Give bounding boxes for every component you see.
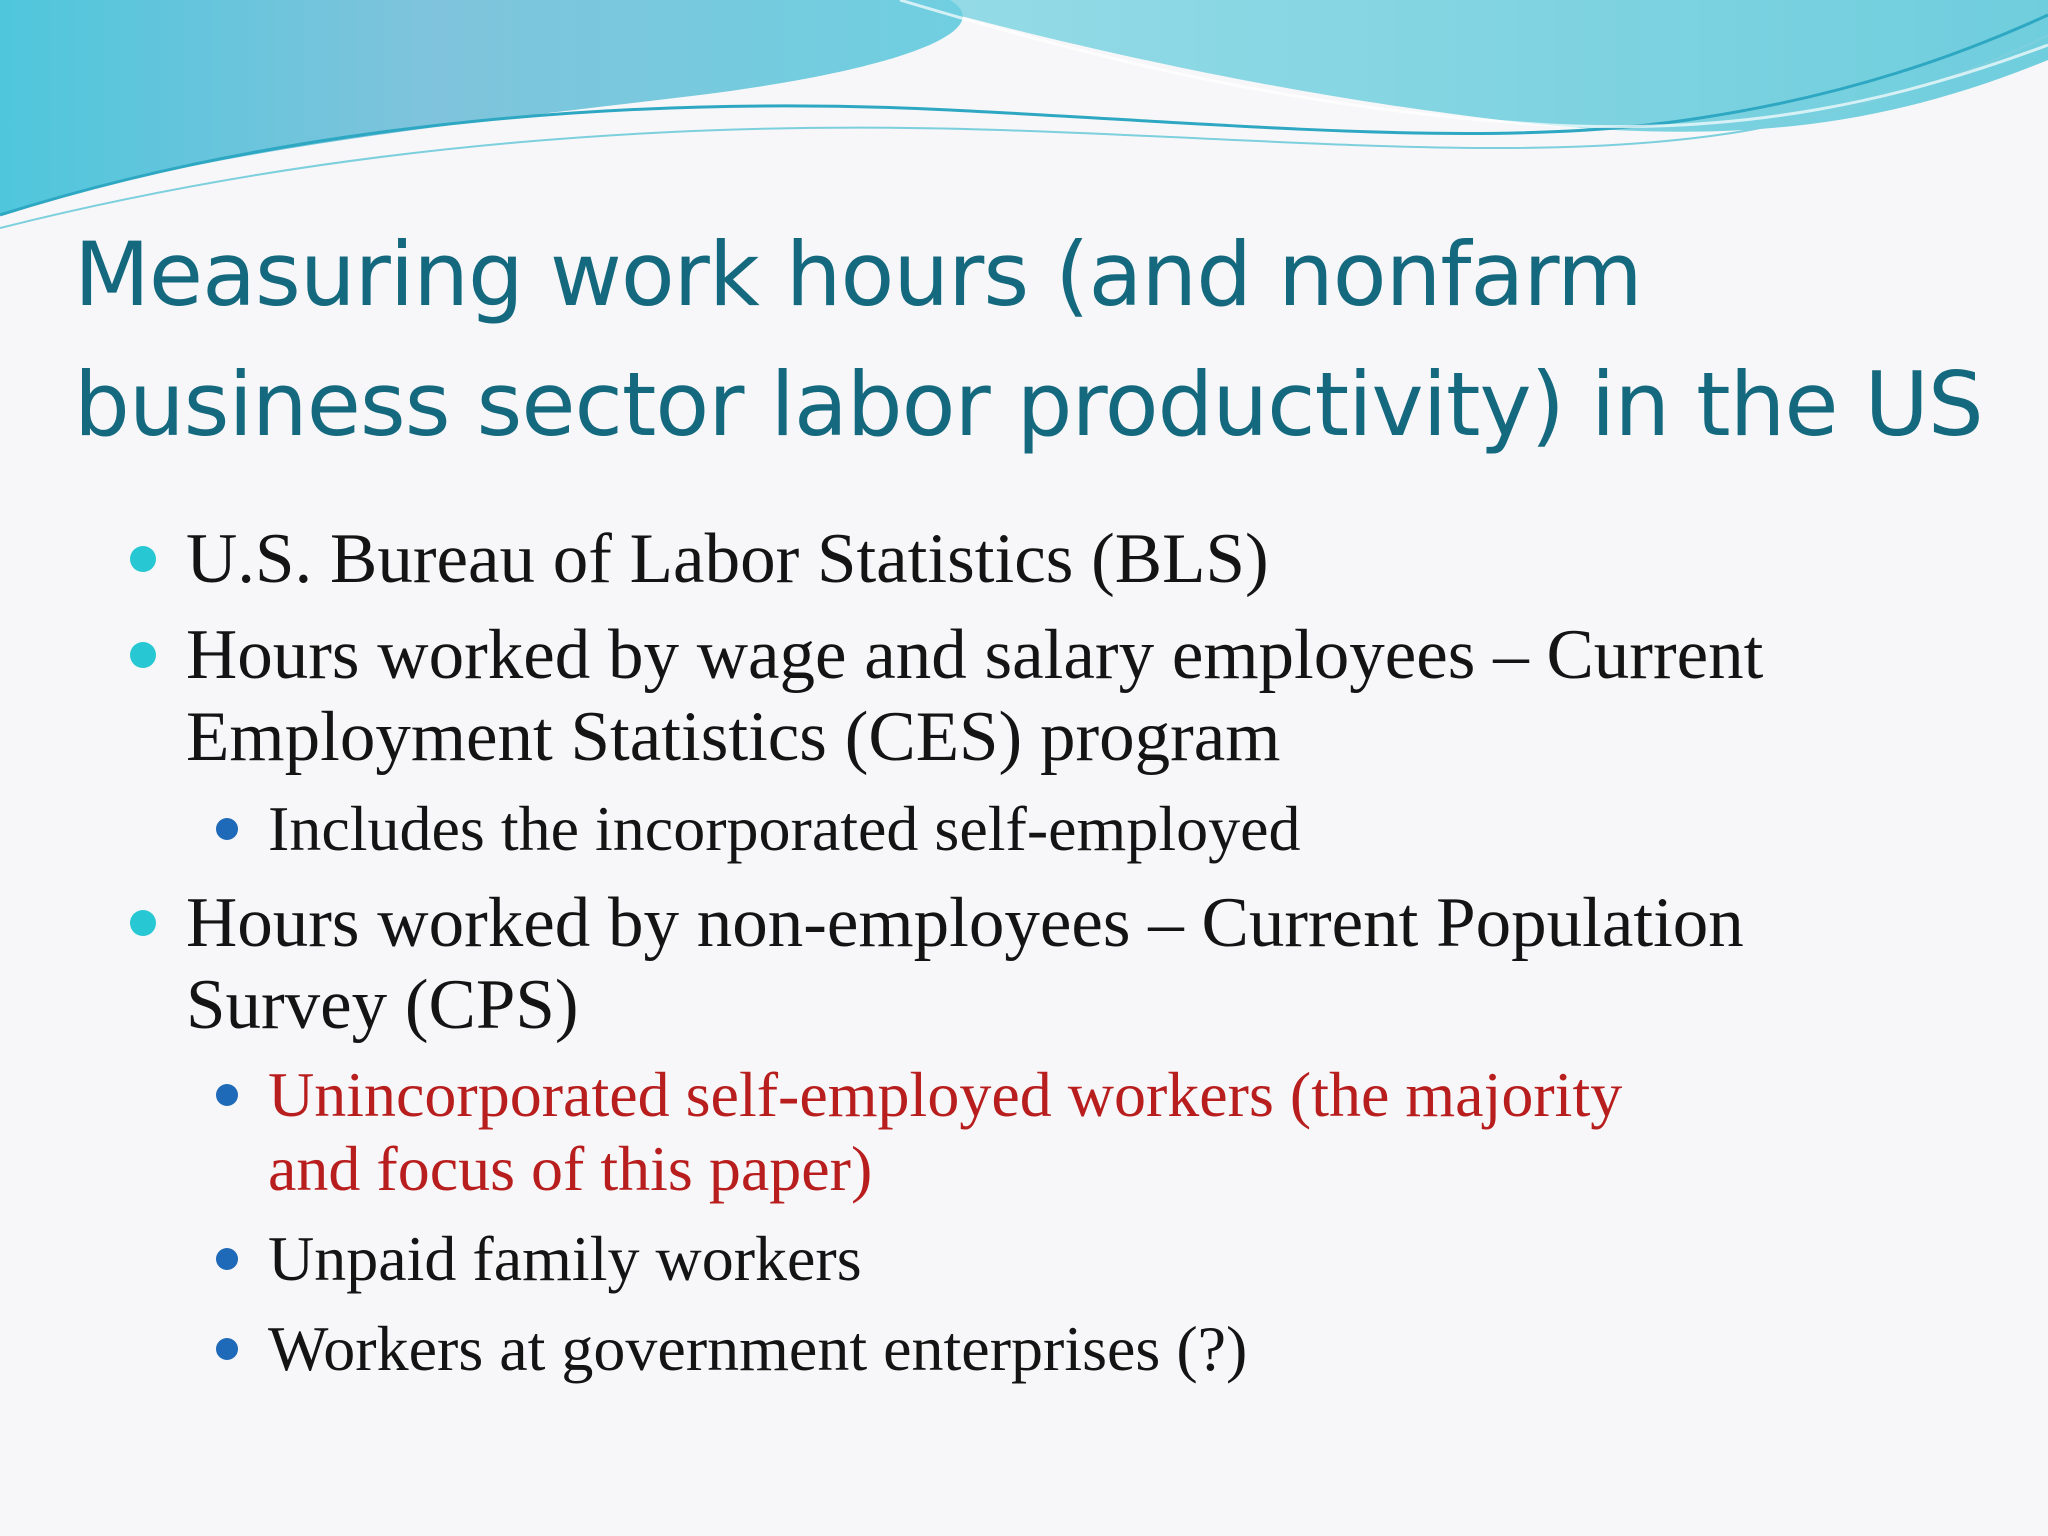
bullet-text: Employment Statistics (CES) program: [186, 698, 1281, 776]
bullet-text: Hours worked by non-employees – Current Population: [186, 884, 1744, 962]
sub-bullet-text: Unincorporated self-employed workers (the majority: [268, 1059, 1623, 1130]
sub-bullet-text: Unpaid family workers: [268, 1223, 862, 1294]
sub-bullet-item-highlight: [268, 1058, 1622, 1206]
sub-bullet-text: and focus of this paper): [268, 1133, 873, 1204]
sub-bullet-dot-icon: [216, 1084, 238, 1106]
sub-bullet-item: [268, 1222, 862, 1296]
bullet-item: [186, 882, 1744, 1046]
sub-bullet-item: [268, 1312, 1247, 1386]
slide-title-line: business sector labor productivity) in the US: [74, 353, 1983, 456]
sub-bullet-item: [268, 792, 1301, 866]
bullet-dot-icon: [130, 910, 156, 936]
bullet-item: [186, 518, 1269, 600]
slide-title-line: Measuring work hours (and nonfarm: [74, 223, 1642, 326]
bullet-dot-icon: [130, 546, 156, 572]
sub-bullet-text: Includes the incorporated self-employed: [268, 793, 1301, 864]
sub-bullet-dot-icon: [216, 818, 238, 840]
bullet-item: [186, 614, 1763, 778]
sub-bullet-text: Workers at government enterprises (?): [268, 1313, 1248, 1384]
bullet-dot-icon: [130, 642, 156, 668]
bullet-text: U.S. Bureau of Labor Statistics (BLS): [186, 520, 1269, 598]
bullet-text: Hours worked by wage and salary employees – Current: [186, 616, 1764, 694]
sub-bullet-dot-icon: [216, 1248, 238, 1270]
sub-bullet-dot-icon: [216, 1338, 238, 1360]
bullet-text: Survey (CPS): [186, 966, 579, 1044]
